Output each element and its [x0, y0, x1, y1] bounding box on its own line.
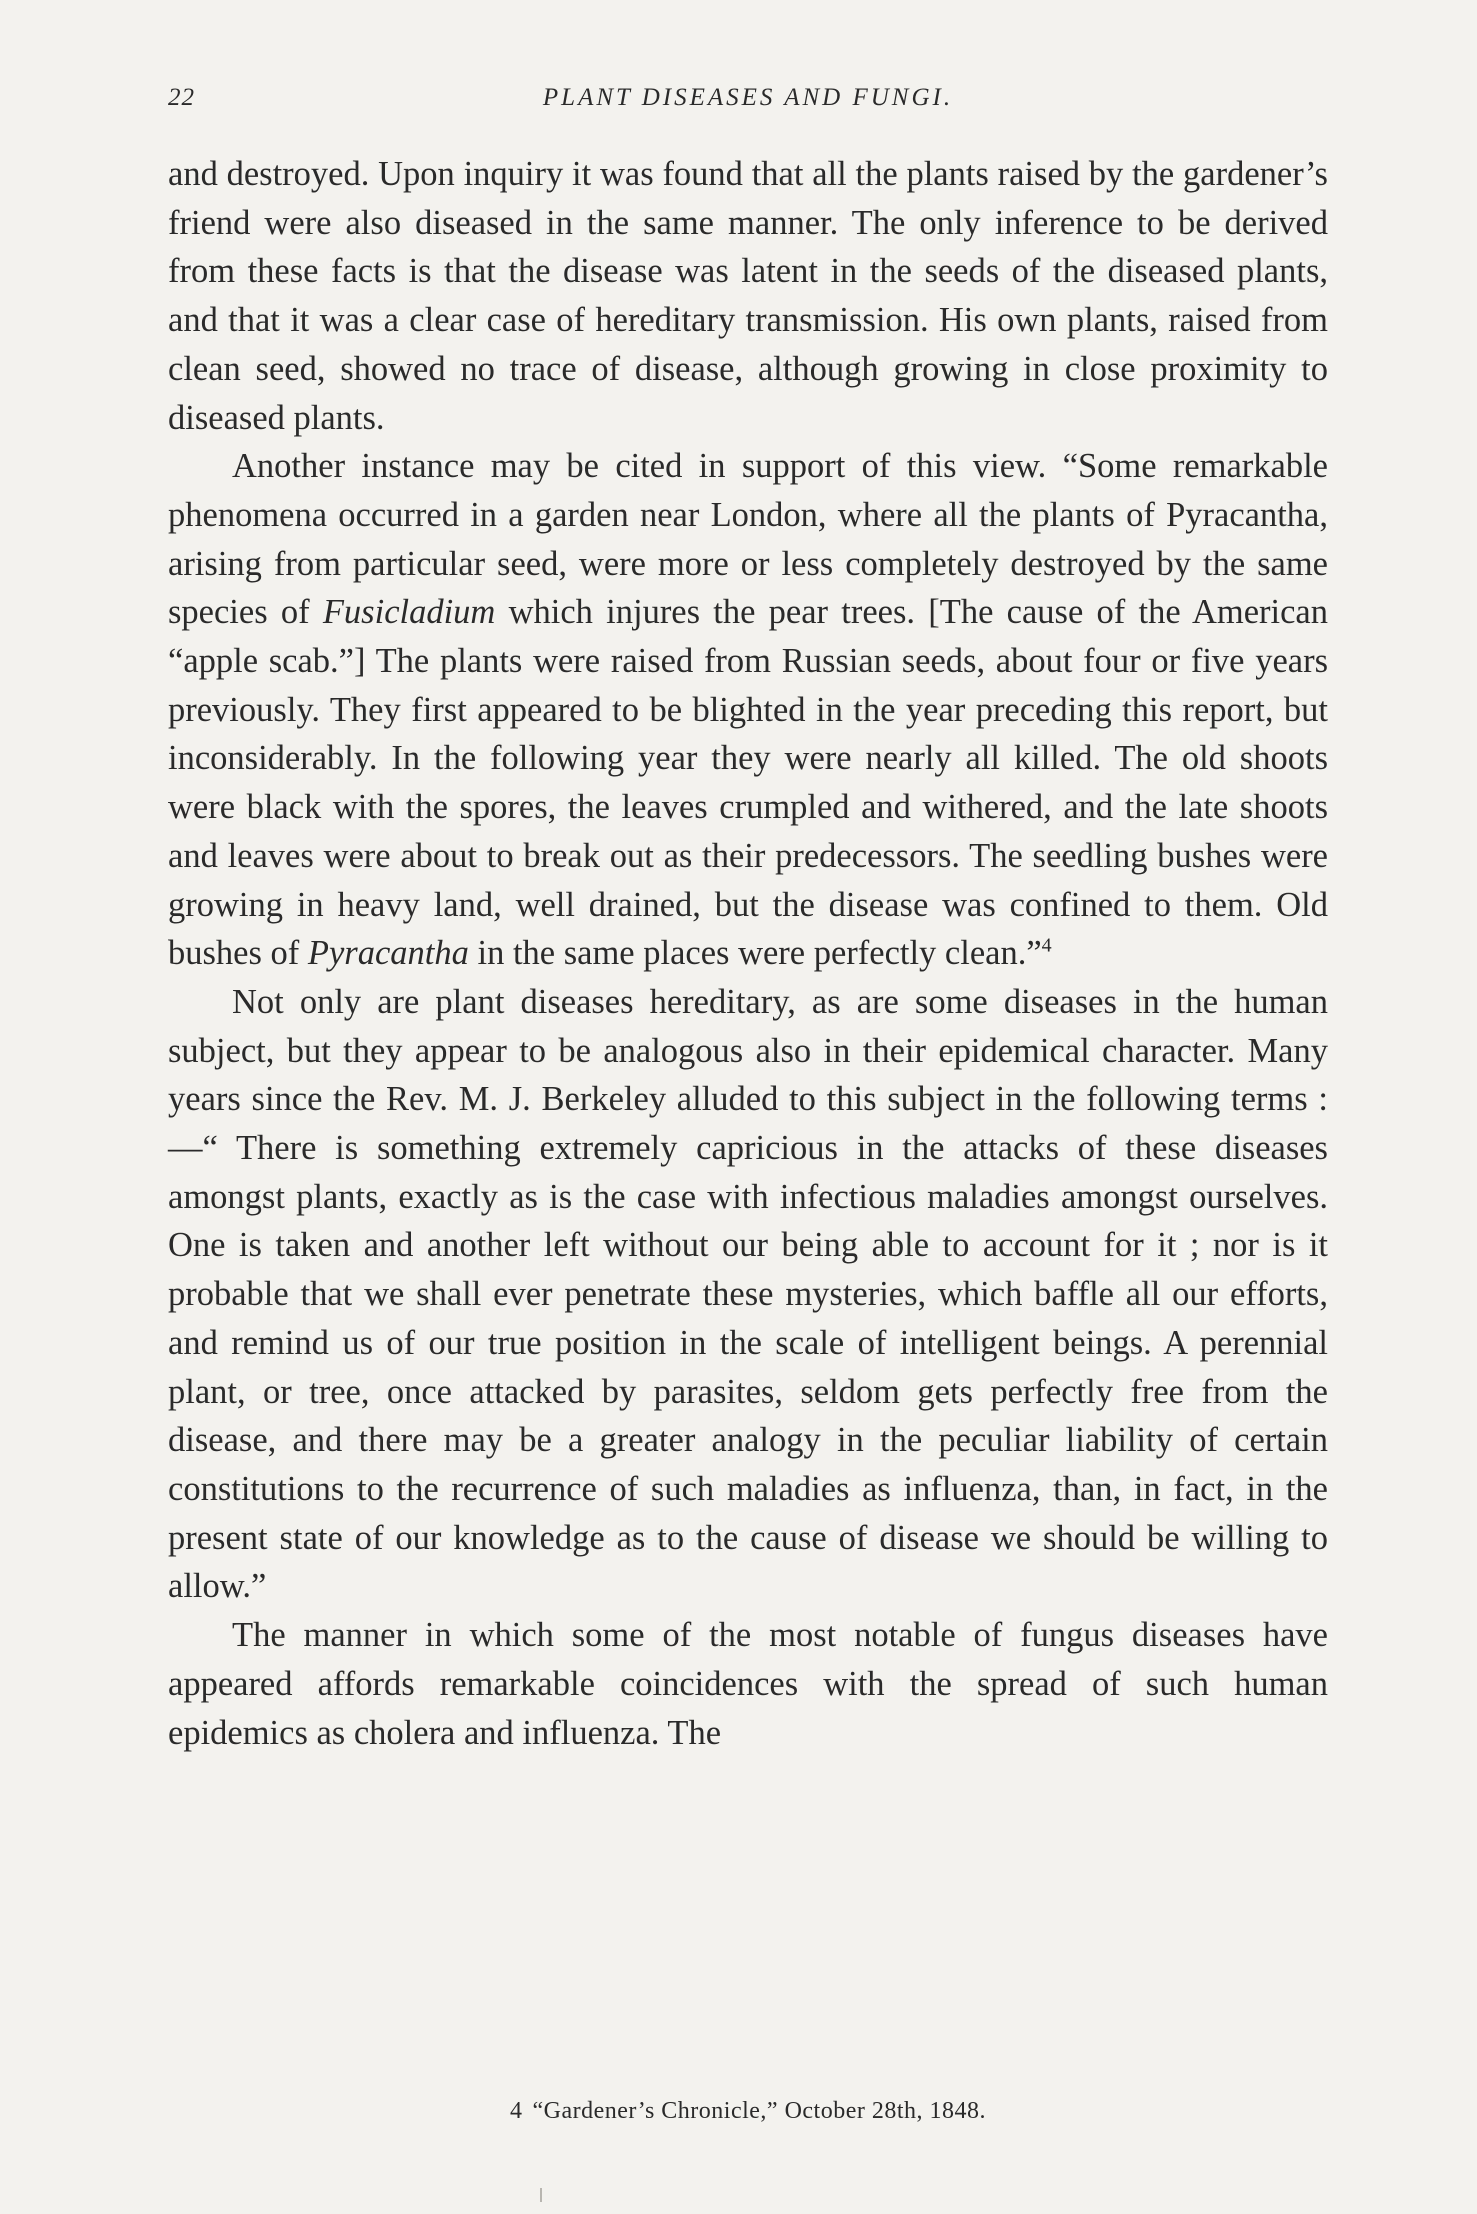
footnote-text: “Gardener’s Chronicle,” October 28th, 1848. [532, 2098, 987, 2124]
paragraph-2-part-b: which injures the pear trees. [The cause of the American “apple scab.”] The plants were raised from Russian seeds, about four or five years previously. They first appeared to be blighted in the year preceding this report, but inconsiderably. In the following year they were nearly all killed. The old shoots were black with the spores, the leaves crumpled and withered, and the late shoots and leaves were about to break out as their predecessors. The seedling bushes were growing in heavy land, well drained, but the disease was confined to them. Old bushes of [168, 593, 1328, 973]
paragraph-3: Not only are plant diseases hereditary, as are some diseases in the human subject, but they appear to be analogous also in their epidemical character. Many years since the Rev. M. J. Berkeley alluded to this subject in the following terms :—“ There is something extremely capricious in the attacks of these diseases amongst plants, exactly as is the case with infectious maladies amongst ourselves. One is taken and another left without our being able to account for it ; nor is it probable that we shall ever penetrate these mysteries, which baffle all our efforts, and remind us of our true position in the scale of intelligent beings. A perennial plant, or tree, once attacked by parasites, seldom gets perfectly free from the disease, and there may be a greater analogy in the peculiar liability of certain constitutions to the recurrence of such maladies as influenza, than, in fact, in the present state of our knowledge as to the cause of disease we should be willing to allow.” [168, 982, 1328, 1606]
page-number: 22 [168, 84, 195, 111]
footnote [168, 2098, 1328, 2125]
italic-pyracantha: Pyracantha [307, 934, 469, 973]
paragraph-2-part-c: in the same places were perfectly clean.” [468, 934, 1042, 973]
paragraph-1: and destroyed. Upon inquiry it was found that all the plants raised by the gardener’s friend were also diseased in the same manner. The only inference to be derived from these facts is that the disease was latent in the seeds of the diseased plants, and that it was a clear case of hereditary transmission. His own plants, raised from clean seed, showed no trace of disease, although growing in close proximity to diseased plants. [168, 155, 1328, 437]
paragraph-4: The manner in which some of the most notable of fungus diseases have appeared affords remarkable coincidences with the spread of such human epidemics as cholera and influenza. The [168, 1616, 1328, 1752]
scan-mark [540, 2188, 542, 2202]
paragraph-2-part-a: Another instance may be cited in support of this view. “Some remarkable phenomena occurred in a garden near London, where all the plants of Pyracantha, arising from particular seed, were more or less completely destroyed by the same species of [168, 447, 1328, 632]
footnote-reference: 4 [1041, 934, 1052, 957]
running-head [168, 84, 1328, 124]
footnote-number: 4 [509, 2098, 523, 2124]
running-title: PLANT DISEASES AND FUNGI. [542, 84, 954, 111]
body-text [168, 150, 1328, 1757]
paragraph-2 [168, 442, 1328, 978]
italic-fusicladium: Fusicladium [322, 593, 496, 632]
